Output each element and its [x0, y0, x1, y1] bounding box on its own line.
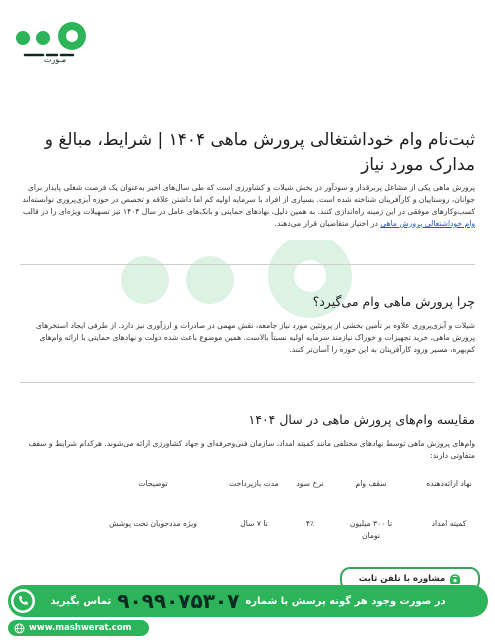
phone-number[interactable]: ۹۰۹۹۰۷۵۳۰۷: [117, 589, 240, 613]
table-header-row: [40, 478, 475, 518]
intro-text-end: در اختیار متقاضیان قرار می‌دهند.: [274, 219, 378, 228]
banner-suffix: تماس بگیرید: [50, 595, 112, 607]
section2-heading: مقایسه وام‌های پرورش ماهی در سال ۱۴۰۴: [248, 412, 475, 427]
table-cell: ویژه مددجویان تحت پوشش: [109, 519, 197, 528]
table-cell: تا ۷ سال: [240, 519, 268, 528]
section2-body: وام‌های پرورش ماهی توسط نهادهای مختلفی مانند کمیته امداد، سازمان فنی‌وحرفه‌ای و جهاد کشاورزی ارائه می‌شوند. هرکدام شرایط و سقف متفاوتی دارند:: [28, 439, 475, 460]
banner-prefix: در صورت وجود هر گونه پرسش با شماره: [245, 595, 446, 607]
phone-icon: [449, 573, 461, 585]
mashwerat-logo: [10, 10, 100, 65]
section1-body-wrap: [20, 320, 475, 356]
section2-body-wrap: [20, 438, 475, 462]
table-header-cell: نرخ سود: [296, 479, 324, 488]
intro-link[interactable]: وام خوداشتغالی پرورش ماهی: [380, 219, 475, 228]
globe-icon: [14, 623, 25, 634]
table-header-cell: سقف وام: [355, 479, 387, 488]
website-url[interactable]: www.mashwerat.com: [29, 623, 132, 633]
intro-text: پرورش ماهی یکی از مشاغل پربرقدار و سودآور در بخش شیلات و کشاورزی است که طی سال‌های اخیر به‌عنوان یک فرصت شغلی پایدار برای جوانان، روستاییان و کارآفرینان شناخته شده است. بسیاری از افراد با سرمایه اولیه کم اما داشتن علاقه و تخصص در حوزه آبزی‌پروری توانسته‌اند کسب‌وکارهای موفقی در این زمینه راه‌اندازی کنند. به همین دلیل، نهادهای حمایتی و بانک‌های عامل در سال ۱۴۰۴ نیز تسهیلات ویژه‌ای را در قالب: [22, 183, 475, 216]
divider: [20, 382, 475, 383]
section1-body: شیلات و آبزی‌پروری علاوه بر تأمین بخشی از پروتئین مورد نیاز جامعه، نقش مهمی در صادرات و ارزآوری نیز دارد. از طرفی ایجاد استخرهای پرورش ماهی، خرید تجهیزات و خوراک نیازمند سرمایه اولیه نسبتاً بالاست. همین موضوع باعث شده دولت و نهادهای حمایتی با ارائه وام‌های کم‌بهره، مسیر ورود کارآفرینان به این حوزه را آسان‌تر کنند.: [35, 321, 475, 354]
divider: [20, 264, 475, 265]
website-badge[interactable]: [8, 620, 149, 636]
intro-paragraph-wrap: [20, 182, 475, 230]
consult-label: مشاوره با تلفن ثابت: [358, 574, 446, 584]
table-cell: ۴٪: [305, 519, 315, 528]
loan-comparison-table: [40, 478, 475, 558]
table-header-cell: نهاد ارائه‌دهنده: [426, 479, 472, 488]
section1-heading: چرا پرورش ماهی وام می‌گیرد؟: [312, 294, 475, 309]
logo-text: مـورت: [43, 55, 67, 64]
table-row: [40, 518, 475, 558]
table-header-cell: توضیحات: [138, 479, 168, 488]
logo-watermark: [95, 240, 395, 330]
article-title: ثبت‌نام وام خوداشتغالی پرورش ماهی ۱۴۰۴ | شرایط، مبالغ و مدارک مورد نیاز: [44, 130, 475, 175]
table-header-cell: مدت بازپرداخت: [229, 479, 279, 488]
call-banner[interactable]: [8, 585, 488, 617]
call-icon: [8, 587, 38, 615]
table-cell: کمیته امداد: [431, 519, 467, 528]
table-cell: تا ۳۰۰ میلیون تومان: [349, 519, 393, 540]
intro-paragraph: [20, 182, 475, 230]
